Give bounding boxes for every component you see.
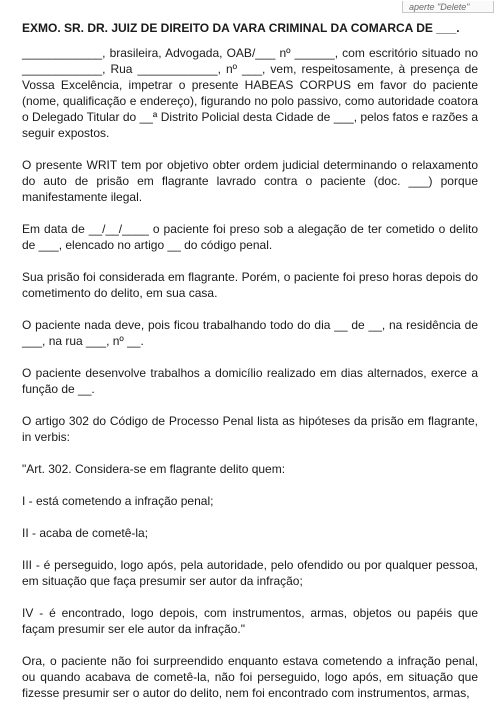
paragraph-petition-intro: ____________, brasileira, Advogada, OAB/___ nº ______, com escritório situado no ____________, Rua ____________, nº ___, vem, respeitosamente, à presença de Vossa Excelência, impetrar o presente HABEAS CORPUS em favor do paciente (nome, qualificação e endereço), figurando no polo passivo, como autoridade coatora o Delegado Titular do __ª Distrito Policial desta Cidade de ___, pelos fatos e razões a seguir expostos.: [22, 46, 478, 140]
paragraph-arrest-date: Em data de __/__/____ o paciente foi preso sob a alegação de ter cometido o delito de ___, elencado no artigo __ do código penal.: [22, 222, 478, 252]
paragraph-argument: Ora, o paciente não foi surpreendido enquanto estava cometendo a infração penal, ou quando acabava de cometê-la, não foi perseguido, logo após, em situação que fizesse presumir ser o autor do delito, nem foi encontrado com instrumentos, armas,: [22, 654, 478, 700]
paragraph-article-302-intro: O artigo 302 do Código de Processo Penal lista as hipóteses da prisão em flagrante, in verbis:: [22, 414, 478, 444]
quote-article-302-caput: "Art. 302. Considera-se em flagrante delito quem:: [22, 462, 286, 476]
document-heading: EXMO. SR. DR. JUIZ DE DIREITO DA VARA CRIMINAL DA COMARCA DE ___.: [22, 21, 460, 35]
quote-item-ii: II - acaba de cometê-la;: [22, 526, 149, 540]
quote-item-iii: III - é perseguido, logo após, pela autoridade, pelo ofendido ou por qualquer pessoa, em situação que faça presumir ser autor da infração;: [22, 558, 478, 588]
paragraph-alibi: O paciente nada deve, pois ficou trabalhando todo do dia __ de __, na residência de ___, na rua ___, nº __.: [22, 318, 478, 348]
paragraph-flagrant-arrest: Sua prisão foi considerada em flagrante. Porém, o paciente foi preso horas depois do cometimento do delito, em sua casa.: [22, 270, 478, 300]
paragraph-writ-objective: O presente WRIT tem por objetivo obter ordem judicial determinando o relaxamento do auto de prisão em flagrante lavrado contra o paciente (doc. ___) porque manifestamente ilegal.: [22, 158, 478, 204]
delete-hint-tooltip: aperte "Delete": [402, 1, 494, 13]
document-body[interactable]: [22, 45, 478, 717]
quote-item-i: I - está cometendo a infração penal;: [22, 494, 214, 508]
paragraph-occupation: O paciente desenvolve trabalhos a domicílio realizado em dias alternados, exerce a função de __.: [22, 366, 478, 396]
quote-item-iv: IV - é encontrado, logo depois, com instrumentos, armas, objetos ou papéis que façam presumir ser ele autor da infração.": [22, 606, 478, 636]
